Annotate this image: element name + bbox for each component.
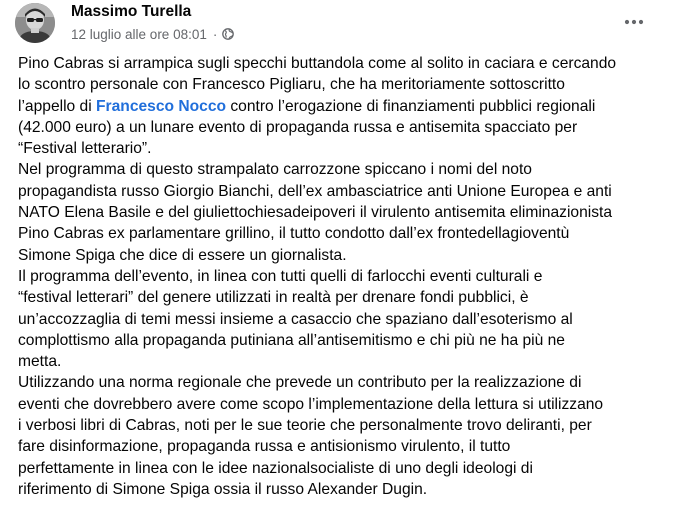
post-line: Il programma dell’evento, in linea con tutti quelli di farlocchi eventi culturali e xyxy=(18,267,543,285)
avatar[interactable] xyxy=(15,3,55,43)
post-line: propagandista russo Giorgio Bianchi, dell’ex ambasciatrice anti Unione Europea e anti xyxy=(18,182,612,200)
post-line: i verbosi libri di Cabras, noti per le sue teorie che personalmente trovo deliranti, per xyxy=(18,417,592,435)
post-line: Simone Spiga che dice di essere un giornalista. xyxy=(18,246,347,264)
post-line: perfettamente in linea con le idee nazionalsocialiste di uno degli ideologi di xyxy=(18,459,533,477)
post-line-fragment: contro l’erogazione di finanziamenti pubblici regionali xyxy=(226,97,596,115)
post-line: Pino Cabras si arrampica sugli specchi buttandola come al solito in caciara e cercando xyxy=(18,55,617,72)
post-line: eventi che dovrebbero avere come scopo l’implementazione della lettura si utilizzano xyxy=(18,395,604,413)
post-timestamp[interactable]: 12 luglio alle ore 08:01 xyxy=(71,26,207,42)
post-line: un’accozzaglia di temi messi insieme a casaccio che spaziano dall’esoterismo al xyxy=(18,310,573,328)
post-line: fare disinformazione, propaganda russa e antisionismo virulento, il tutto xyxy=(18,438,511,456)
post-line-with-mention xyxy=(18,96,668,117)
post-line: “Festival letterario”. xyxy=(18,140,152,158)
more-options-icon xyxy=(624,19,644,25)
post-line-fragment: l’appello di xyxy=(18,97,97,115)
mention-link[interactable]: Francesco Nocco xyxy=(96,97,227,115)
author-name[interactable]: Massimo Turella xyxy=(71,3,192,20)
post-line: metta. xyxy=(18,353,62,371)
meta-separator: · xyxy=(212,26,218,42)
post-line: (42.000 euro) a un lunare evento di propaganda russa e antisemita spacciato per xyxy=(18,118,578,136)
post-line: Nel programma di questo strampalato carrozzone spiccano i nomi del noto xyxy=(18,161,532,179)
more-options-button[interactable] xyxy=(620,8,648,36)
post-text xyxy=(18,53,668,500)
post-line: complottismo alla propaganda putiniana all’antisemitismo e chi più ne ha più ne xyxy=(18,331,565,349)
post-line: lo scontro personale con Francesco Pigliaru, che ha meritoriamente sottoscritto xyxy=(18,76,565,94)
post-line: “festival letterari” del genere utilizzati in realtà per drenare fondi pubblici, è xyxy=(18,289,529,307)
post-line: NATO Elena Basile e del giuliettochiesadeipoveri il virulento antisemita eliminazionista xyxy=(18,204,613,222)
globe-icon xyxy=(222,28,234,40)
post-line: riferimento di Simone Spiga ossia il russo Alexander Dugin. xyxy=(18,480,428,498)
post-header xyxy=(0,0,676,50)
post-line: Utilizzando una norma regionale che prevede un contributo per la realizzazione di xyxy=(18,374,582,392)
post-line: Pino Cabras ex parlamentare grillino, il tutto condotto dall’ex frontedellagioventù xyxy=(18,225,570,243)
post-meta xyxy=(71,25,234,43)
avatar-photo-icon xyxy=(15,3,55,43)
